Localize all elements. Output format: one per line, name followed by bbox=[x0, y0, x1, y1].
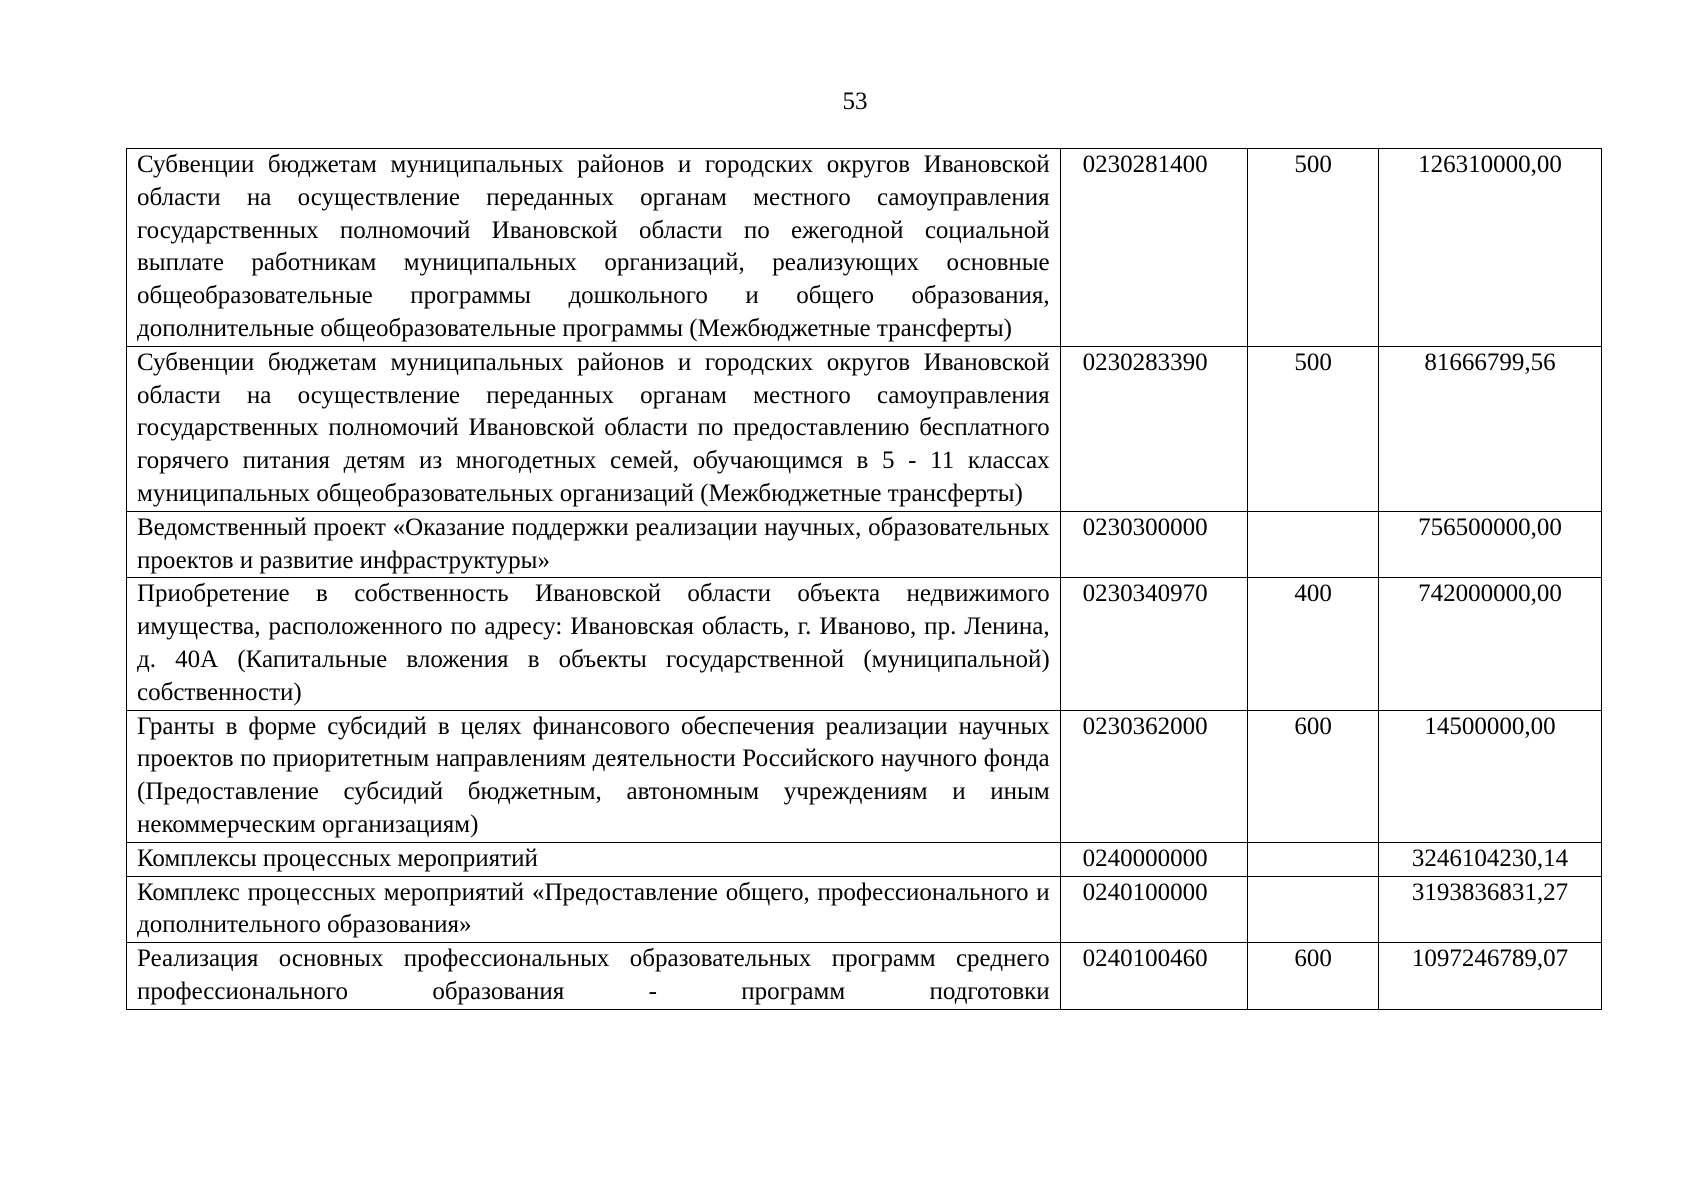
row-code: 0230281400 bbox=[1060, 149, 1248, 347]
table-row bbox=[127, 578, 1602, 710]
row-amount: 756500000,00 bbox=[1379, 511, 1602, 578]
row-amount: 126310000,00 bbox=[1379, 149, 1602, 347]
table-row bbox=[127, 842, 1602, 876]
row-kind: 600 bbox=[1248, 710, 1379, 842]
table-row bbox=[127, 710, 1602, 842]
row-kind: 600 bbox=[1248, 943, 1379, 1010]
row-name: Гранты в форме субсидий в целях финансового обеспечения реализации научных проектов по приоритетным направлениям деятельности Российского научного фонда (Предоставление субсидий бюджетным, автономным учреждениям и иным некоммерческим организациям) bbox=[127, 710, 1061, 842]
row-code: 0230300000 bbox=[1060, 511, 1248, 578]
row-code: 0230362000 bbox=[1060, 710, 1248, 842]
row-amount: 1097246789,07 bbox=[1379, 943, 1602, 1010]
row-kind bbox=[1248, 842, 1379, 876]
row-code: 0240100460 bbox=[1060, 943, 1248, 1010]
table-row bbox=[127, 346, 1602, 511]
row-code: 0240100000 bbox=[1060, 876, 1248, 943]
page-number: 53 bbox=[842, 88, 868, 115]
row-code: 0240000000 bbox=[1060, 842, 1248, 876]
table-row bbox=[127, 876, 1602, 943]
row-amount: 14500000,00 bbox=[1379, 710, 1602, 842]
row-code: 0230283390 bbox=[1060, 346, 1248, 511]
row-name: Комплексы процессных мероприятий bbox=[127, 842, 1061, 876]
row-name: Субвенции бюджетам муниципальных районов и городских округов Ивановской области на осуществление переданных органам местного самоуправления государственных полномочий Ивановской области по предоставлению бесплатного горячего питания детям из многодетных семей, обучающимся в 5 - 11 классах муниципальных общеобразовательных организаций (Межбюджетные трансферты) bbox=[127, 346, 1061, 511]
row-kind bbox=[1248, 876, 1379, 943]
row-code: 0230340970 bbox=[1060, 578, 1248, 710]
table-row bbox=[127, 943, 1602, 1010]
row-name: Ведомственный проект «Оказание поддержки реализации научных, образовательных проектов и развитие инфраструктуры» bbox=[127, 511, 1061, 578]
row-amount: 3193836831,27 bbox=[1379, 876, 1602, 943]
row-name: Комплекс процессных мероприятий «Предоставление общего, профессионального и дополнительного образования» bbox=[127, 876, 1061, 943]
table-row bbox=[127, 149, 1602, 347]
row-name: Реализация основных профессиональных образовательных программ среднего профессионального образования - программ подготовки bbox=[127, 943, 1061, 1010]
row-name: Приобретение в собственность Ивановской области объекта недвижимого имущества, расположенного по адресу: Ивановская область, г. Иваново, пр. Ленина, д. 40А (Капитальные вложения в объекты государственной (муниципальной) собственности) bbox=[127, 578, 1061, 710]
row-kind: 500 bbox=[1248, 149, 1379, 347]
row-amount: 742000000,00 bbox=[1379, 578, 1602, 710]
budget-table bbox=[126, 148, 1602, 1010]
row-name: Субвенции бюджетам муниципальных районов и городских округов Ивановской области на осуществление переданных органам местного самоуправления государственных полномочий Ивановской области по ежегодной социальной выплате работникам муниципальных организаций, реализующих основные общеобразовательные программы дошкольного и общего образования, дополнительные общеобразовательные программы (Межбюджетные трансферты) bbox=[127, 149, 1061, 347]
table-row bbox=[127, 511, 1602, 578]
row-amount: 3246104230,14 bbox=[1379, 842, 1602, 876]
row-kind: 400 bbox=[1248, 578, 1379, 710]
row-kind bbox=[1248, 511, 1379, 578]
row-kind: 500 bbox=[1248, 346, 1379, 511]
row-amount: 81666799,56 bbox=[1379, 346, 1602, 511]
